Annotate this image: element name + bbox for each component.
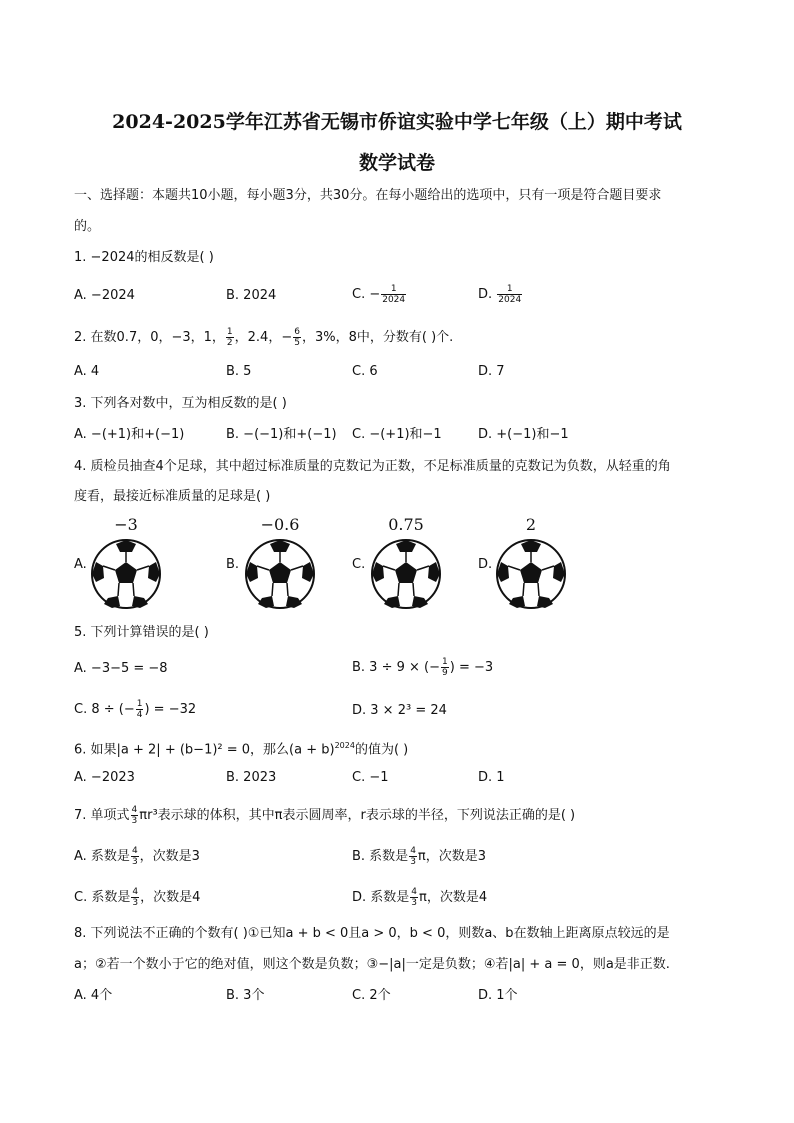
- q7-option-d: D. 系数是 $\frac{4}{3}$ π，次数是4: [352, 887, 488, 908]
- q1-option-c: C. − $\frac{1}{2024}$: [352, 284, 406, 305]
- q1-option-d: D. $\frac{1}{2024}$: [478, 284, 522, 305]
- q4-stem-line1: 4. 质检员抽查4个足球，其中超过标准质量的克数记为正数，不足标准质量的克数记为负数，从轻重的角: [74, 459, 671, 474]
- q3-option-a: A. −(+1)和+(−1): [74, 427, 185, 442]
- q4-ball-d-letter: D.: [478, 557, 493, 572]
- q4-ball-b-letter: B.: [226, 557, 240, 572]
- q1-option-b: B. 2024: [226, 288, 277, 303]
- q4-ball-a-value: −3: [114, 515, 138, 534]
- q4-ball-c-letter: C.: [352, 557, 366, 572]
- q4-ball-b-value: −0.6: [260, 515, 300, 534]
- q2-fraction-half: $\frac{1}{2}$: [226, 327, 233, 348]
- q8-stem-line2: a；②若一个数小于它的绝对值，则这个数是负数；③−|a|一定是负数；④若|a| + a = 0，则a是非正数.: [74, 957, 670, 972]
- q4-ball-d-value: 2: [525, 515, 537, 534]
- q8-option-c: C. 2个: [352, 988, 391, 1003]
- q6-option-d: D. 1: [478, 770, 505, 785]
- exam-title: 2024-2025学年江苏省无锡市侨谊实验中学七年级（上）期中考试: [112, 111, 682, 133]
- q3-option-b: B. −(−1)和+(−1): [226, 427, 337, 442]
- q5-option-b: B. 3 ÷ 9 × (− $\frac{1}{9}$ ) = −3: [352, 657, 494, 678]
- q2-option-a: A. 4: [74, 364, 100, 379]
- q2-option-b: B. 5: [226, 364, 252, 379]
- q7-option-b: B. 系数是 $\frac{4}{3}$ π，次数是3: [352, 846, 487, 867]
- q5-b-fraction: $\frac{1}{9}$: [442, 657, 448, 678]
- q3-stem: 3. 下列各对数中，互为相反数的是( ): [74, 396, 287, 411]
- q4-stem-line2: 度看，最接近标准质量的足球是( ): [74, 489, 271, 504]
- q8-option-b: B. 3个: [226, 988, 265, 1003]
- q2-option-c: C. 6: [352, 364, 378, 379]
- soccer-ball-icon: [90, 538, 162, 610]
- q5-option-a: A. −3−5 = −8: [74, 661, 168, 676]
- q6-option-c: C. −1: [352, 770, 389, 785]
- q6-option-b: B. 2023: [226, 770, 277, 785]
- q1-option-a: A. −2024: [74, 288, 135, 303]
- q2-stem: 2. 在数0.7，0，−3，1， $\frac{1}{2}$ ，2.4̇，− $\frac{6}{5}$ ，3%，8中，分数有( )个.: [74, 327, 454, 348]
- q8-stem-line1: 8. 下列说法不正确的个数有( )①已知a + b < 0且a > 0，b < 0，则数a、b在数轴上距离原点较远的是: [74, 926, 670, 941]
- q5-c-fraction: $\frac{1}{4}$: [136, 699, 143, 720]
- q7-option-c: C. 系数是 $\frac{4}{3}$ ，次数是4: [74, 887, 201, 908]
- q5-option-d: D. 3 × 2³ = 24: [352, 703, 447, 718]
- soccer-ball-icon: [370, 538, 442, 610]
- q4-ball-a-letter: A.: [74, 557, 87, 572]
- q7-fraction: $\frac{4}{3}$: [131, 805, 138, 826]
- q1-c-fraction: $\frac{1}{2024}$: [382, 284, 406, 305]
- q7-stem: 7. 单项式 $\frac{4}{3}$ πr³表示球的体积，其中π表示圆周率，r表示球的半径，下列说法正确的是( ): [74, 805, 576, 826]
- q8-option-d: D. 1个: [478, 988, 518, 1003]
- q5-stem: 5. 下列计算错误的是( ): [74, 625, 209, 640]
- q6-stem: 6. 如果|a + 2| + (b−1)² = 0，那么$(a + b)^{2024}$的值为( ): [74, 741, 409, 758]
- q6-option-a: A. −2023: [74, 770, 135, 785]
- q5-option-c: C. 8 ÷ (− $\frac{1}{4}$ ) = −32: [74, 699, 197, 720]
- soccer-ball-icon: [244, 538, 316, 610]
- q8-option-a: A. 4个: [74, 988, 113, 1003]
- q7-option-a: A. 系数是 $\frac{4}{3}$ ，次数是3: [74, 846, 200, 867]
- section-intro-line2: 的。: [74, 219, 101, 234]
- q1-stem: 1. −2024的相反数是( ): [74, 250, 214, 265]
- exam-subtitle: 数学试卷: [358, 152, 435, 174]
- q2-fraction-six-fifths: $\frac{6}{5}$: [294, 327, 300, 348]
- section-intro-line1: 一、选择题：本题共10小题，每小题3分，共30分。在每小题给出的选项中，只有一项是符合题目要求: [74, 188, 662, 203]
- q4-ball-c-value: 0.75: [388, 515, 424, 534]
- q3-option-c: C. −(+1)和−1: [352, 427, 442, 442]
- q2-option-d: D. 7: [478, 364, 505, 379]
- q1-d-fraction: $\frac{1}{2024}$: [498, 284, 522, 305]
- soccer-ball-icon: [495, 538, 567, 610]
- q3-option-d: D. +(−1)和−1: [478, 427, 569, 442]
